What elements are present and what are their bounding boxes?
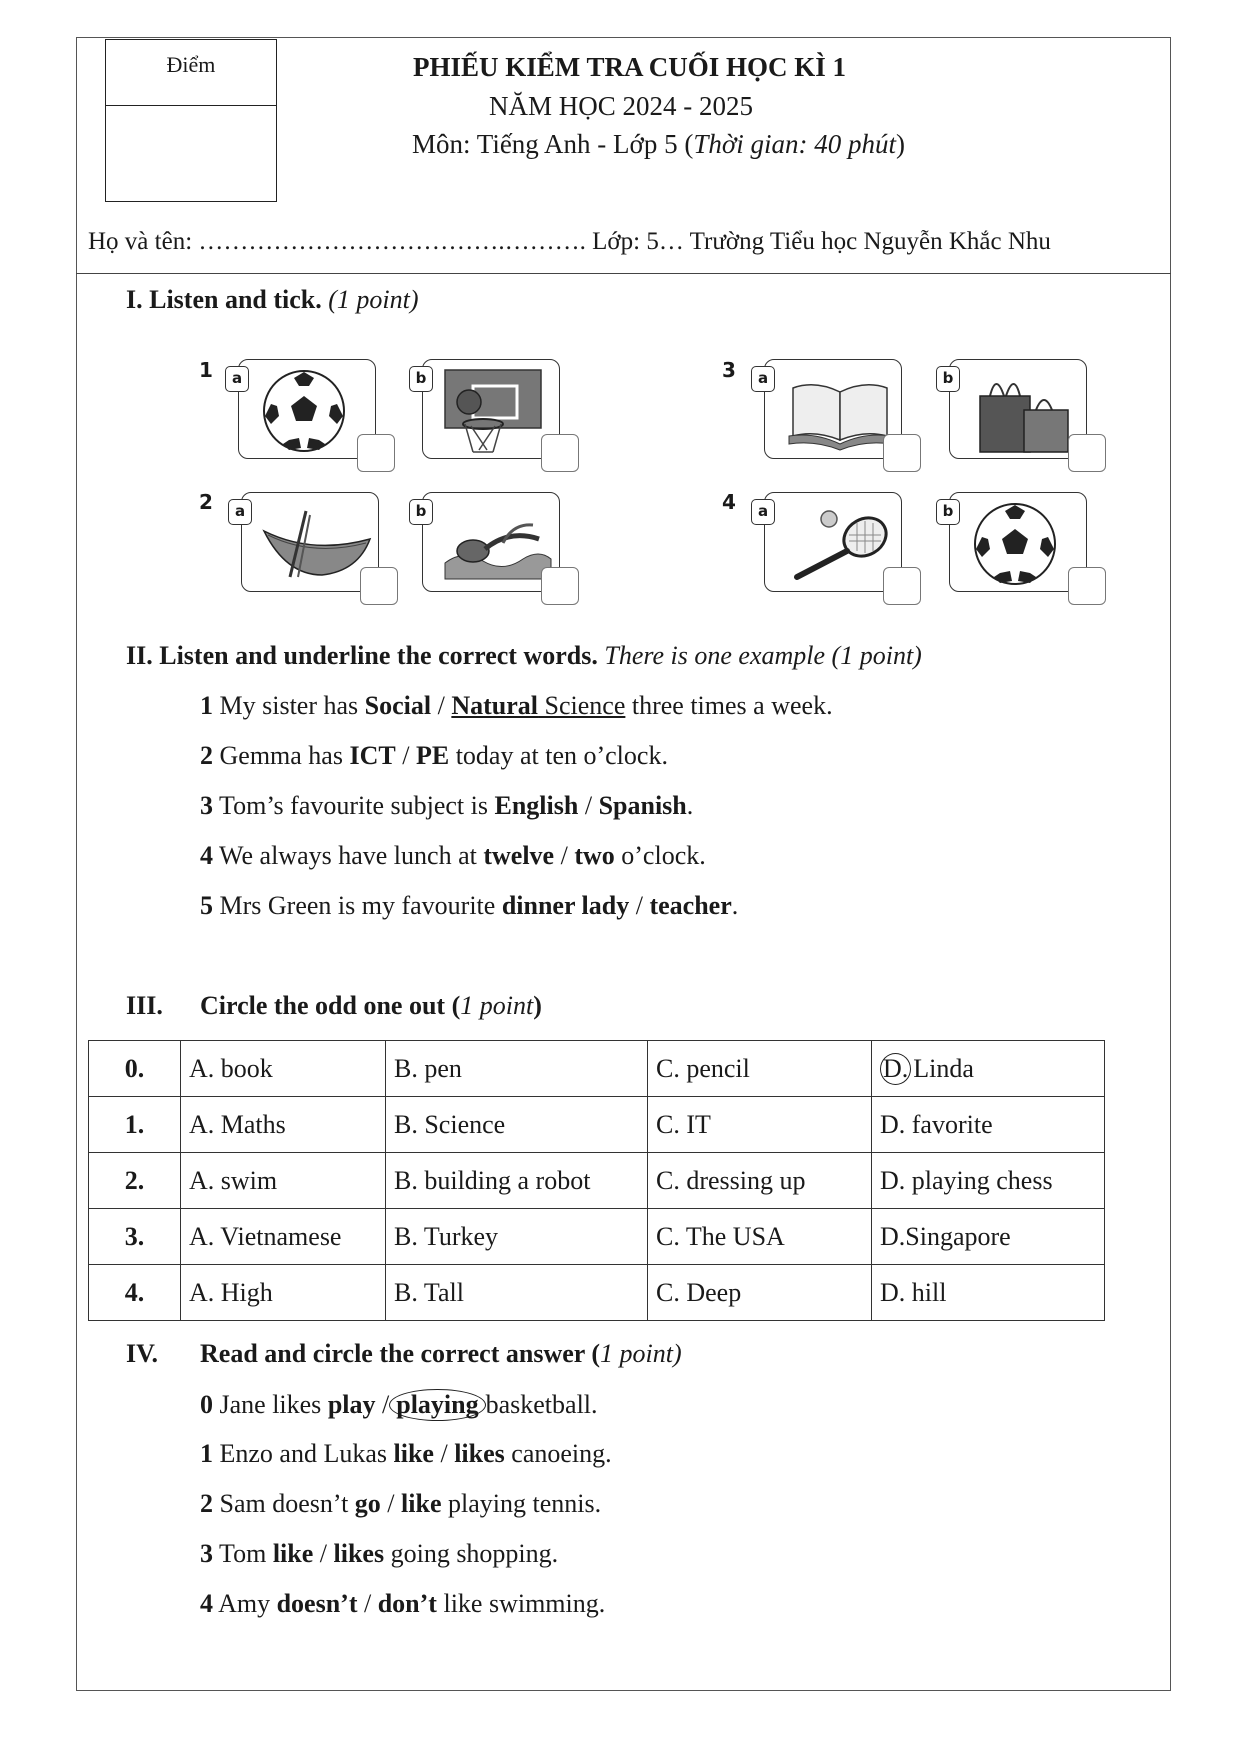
option-b[interactable]: B. building a robot — [386, 1153, 648, 1209]
s2-item-3 — [200, 791, 693, 821]
open-book-icon — [785, 366, 895, 456]
item-text: Gemma has — [213, 741, 350, 770]
q3-number: 3 — [722, 358, 736, 382]
section2-example: There is one example ( — [604, 641, 841, 670]
option-word[interactable]: Spanish — [598, 791, 687, 820]
option-word[interactable]: twelve — [483, 841, 555, 870]
item-text: Mrs Green is my favourite — [213, 891, 502, 920]
option-word[interactable]: like — [393, 1439, 434, 1468]
section4-points: 1 point) — [600, 1339, 682, 1368]
q1-b-tickbox[interactable] — [541, 434, 579, 472]
separator: / — [395, 741, 416, 770]
option-tag: a — [228, 499, 252, 525]
item-text: Amy — [213, 1589, 277, 1618]
soccer-ball-icon — [259, 366, 349, 456]
row-number: 0. — [89, 1041, 181, 1097]
option-tag: b — [936, 499, 960, 525]
separator: / — [357, 1589, 378, 1618]
option-tag: b — [936, 366, 960, 392]
item-number: 5 — [200, 891, 213, 920]
q2-card-a — [234, 492, 379, 592]
option-word: play — [327, 1390, 376, 1419]
section4-title — [200, 1339, 682, 1369]
q2-number: 2 — [199, 490, 213, 514]
separator: / — [578, 791, 599, 820]
q1-number: 1 — [199, 358, 213, 382]
table-row — [89, 1153, 1105, 1209]
option-tag: a — [225, 366, 249, 392]
item-number: 3 — [200, 1539, 213, 1568]
item-text: playing tennis. — [441, 1489, 602, 1518]
separator: / — [380, 1489, 402, 1518]
q2-card-b — [415, 492, 560, 592]
underlined-answer — [451, 691, 625, 720]
school-year: NĂM HỌC 2024 - 2025 — [489, 91, 754, 121]
time-text: Thời gian: 40 phút — [693, 129, 896, 159]
s4-example — [200, 1389, 598, 1421]
separator: / — [554, 841, 575, 870]
section4-number: IV. — [126, 1339, 159, 1368]
shopping-bags-icon — [970, 366, 1080, 456]
table-row — [89, 1041, 1105, 1097]
s4-item-3 — [200, 1539, 558, 1569]
tennis-racket-icon — [785, 499, 895, 587]
item-number: 0 — [200, 1390, 213, 1419]
option-d-text: Linda — [913, 1053, 974, 1083]
separator: / — [313, 1539, 334, 1568]
option-a[interactable]: A. book — [181, 1041, 386, 1097]
item-number: 2 — [200, 741, 213, 770]
item-number: 4 — [200, 841, 213, 870]
option-word[interactable]: go — [354, 1489, 381, 1518]
exam-title: PHIẾU KIỂM TRA CUỐI HỌC KÌ 1 — [413, 52, 847, 82]
separator: / — [433, 1439, 455, 1468]
item-text: o’clock. — [614, 841, 706, 870]
option-c[interactable]: C. The USA — [648, 1209, 872, 1265]
section1-title — [126, 285, 419, 315]
section1-points: (1 point) — [328, 285, 419, 314]
row-number: 3. — [89, 1209, 181, 1265]
option-c[interactable]: C. IT — [648, 1097, 872, 1153]
option-word[interactable]: teacher — [649, 891, 732, 920]
q3-a-tickbox[interactable] — [883, 434, 921, 472]
s4-item-4 — [200, 1589, 605, 1619]
s2-item-1 — [200, 691, 833, 721]
item-number: 3 — [200, 791, 213, 820]
s2-item-4 — [200, 841, 706, 871]
item-text: Jane likes — [213, 1390, 328, 1419]
q4-a-tickbox[interactable] — [883, 567, 921, 605]
item-number: 2 — [200, 1489, 213, 1518]
option-word: Natural — [451, 691, 539, 720]
q4-b-tickbox[interactable] — [1068, 567, 1106, 605]
option-tag: a — [751, 499, 775, 525]
section3-title — [200, 991, 542, 1021]
option-word[interactable]: PE — [415, 741, 450, 770]
subject-text: Môn: Tiếng Anh - Lớp 5 ( — [412, 129, 694, 159]
option-tag: a — [751, 366, 775, 392]
section3-number: III. — [126, 991, 163, 1020]
option-word[interactable]: two — [574, 841, 615, 870]
item-number: 1 — [200, 691, 213, 720]
basketball-hoop-icon — [443, 366, 543, 458]
option-word[interactable]: like — [401, 1489, 442, 1518]
option-b[interactable]: B. Science — [386, 1097, 648, 1153]
option-d[interactable]: D. playing chess — [872, 1153, 1105, 1209]
item-text: going shopping. — [384, 1539, 559, 1568]
option-word[interactable]: like — [272, 1539, 314, 1568]
s2-item-2 — [200, 741, 668, 771]
separator: / — [629, 891, 650, 920]
section3-close: ) — [533, 991, 542, 1020]
section3-points: 1 point — [460, 991, 534, 1020]
option-b[interactable]: B. Turkey — [386, 1209, 648, 1265]
option-word[interactable]: likes — [454, 1439, 505, 1468]
q1-card-a — [231, 359, 376, 459]
item-text: Science — [538, 691, 626, 720]
section2-heading: II. Listen and underline the correct words. — [126, 641, 598, 670]
option-c[interactable]: C. pencil — [648, 1041, 872, 1097]
option-d[interactable] — [872, 1041, 1105, 1097]
item-number: 4 — [200, 1589, 213, 1618]
option-c[interactable]: C. dressing up — [648, 1153, 872, 1209]
item-text: Tom — [213, 1539, 273, 1568]
table-row — [89, 1265, 1105, 1321]
item-text: canoeing. — [504, 1439, 612, 1468]
item-number: 1 — [200, 1439, 213, 1468]
option-c[interactable]: C. Deep — [648, 1265, 872, 1321]
section2-title — [126, 641, 922, 671]
score-label: Điểm — [166, 52, 216, 77]
item-text: . — [731, 891, 739, 920]
item-text: three times a week. — [625, 691, 833, 720]
header-divider — [76, 273, 1171, 274]
separator: / — [431, 691, 452, 720]
s4-item-2 — [200, 1489, 601, 1519]
item-text: Enzo and Lukas — [213, 1439, 394, 1468]
separator: / — [375, 1390, 390, 1419]
option-a[interactable]: A. High — [181, 1265, 386, 1321]
section2-points: 1 point) — [840, 641, 922, 670]
q1-a-tickbox[interactable] — [357, 434, 395, 472]
table-row — [89, 1097, 1105, 1153]
option-word: Social — [364, 691, 432, 720]
item-text: . — [686, 791, 694, 820]
subject-line — [412, 129, 905, 160]
row-number: 1. — [89, 1097, 181, 1153]
canoe-icon — [262, 499, 372, 587]
item-text: We always have lunch at — [213, 841, 484, 870]
item-text: Tom’s favourite subject is — [213, 791, 495, 820]
s2-item-5 — [200, 891, 738, 921]
item-text: My sister has — [213, 691, 365, 720]
q2-b-tickbox[interactable] — [541, 567, 579, 605]
circled-letter: D. — [880, 1053, 911, 1085]
q2-a-tickbox[interactable] — [360, 567, 398, 605]
option-word[interactable]: likes — [333, 1539, 385, 1568]
option-word[interactable]: English — [494, 791, 579, 820]
score-box — [105, 39, 277, 202]
student-info-line: Họ và tên: ……………………………….………. Lớp: 5… Trường Tiểu học Nguyễn Khắc Nhu — [88, 228, 1051, 255]
score-divider — [106, 105, 276, 106]
row-number: 2. — [89, 1153, 181, 1209]
item-text: basketball. — [485, 1390, 598, 1419]
item-text: Sam doesn’t — [213, 1489, 355, 1518]
option-word[interactable]: doesn’t — [276, 1589, 358, 1618]
subject-close: ) — [895, 129, 905, 159]
option-b[interactable]: B. Tall — [386, 1265, 648, 1321]
section3-heading: Circle the odd one out ( — [200, 991, 461, 1020]
option-word[interactable]: ICT — [349, 741, 396, 770]
item-text: today at ten o’clock. — [449, 741, 668, 770]
circled-answer: playing — [389, 1389, 485, 1421]
q1-card-b — [415, 359, 560, 459]
option-tag: b — [409, 499, 433, 525]
option-word[interactable]: dinner lady — [501, 891, 630, 920]
option-b[interactable]: B. pen — [386, 1041, 648, 1097]
q4-card-a — [757, 492, 902, 592]
table-row — [89, 1209, 1105, 1265]
option-a[interactable]: A. swim — [181, 1153, 386, 1209]
row-number: 4. — [89, 1265, 181, 1321]
item-text: like swimming. — [436, 1589, 606, 1618]
option-d[interactable]: D. favorite — [872, 1097, 1105, 1153]
q3-b-tickbox[interactable] — [1068, 434, 1106, 472]
q3-card-b — [942, 359, 1087, 459]
option-d[interactable]: D.Singapore — [872, 1209, 1105, 1265]
odd-one-out-table — [88, 1040, 1105, 1321]
option-word[interactable]: don’t — [377, 1589, 437, 1618]
option-d[interactable]: D. hill — [872, 1265, 1105, 1321]
s4-item-1 — [200, 1439, 612, 1469]
section4-heading: Read and circle the correct answer ( — [200, 1339, 601, 1368]
q4-number: 4 — [722, 490, 736, 514]
section1-heading: I. Listen and tick. — [126, 285, 322, 314]
option-tag: b — [409, 366, 433, 392]
option-a[interactable]: A. Vietnamese — [181, 1209, 386, 1265]
soccer-ball-icon — [970, 499, 1060, 589]
swimmer-icon — [443, 499, 553, 587]
q4-card-b — [942, 492, 1087, 592]
option-a[interactable]: A. Maths — [181, 1097, 386, 1153]
q3-card-a — [757, 359, 902, 459]
